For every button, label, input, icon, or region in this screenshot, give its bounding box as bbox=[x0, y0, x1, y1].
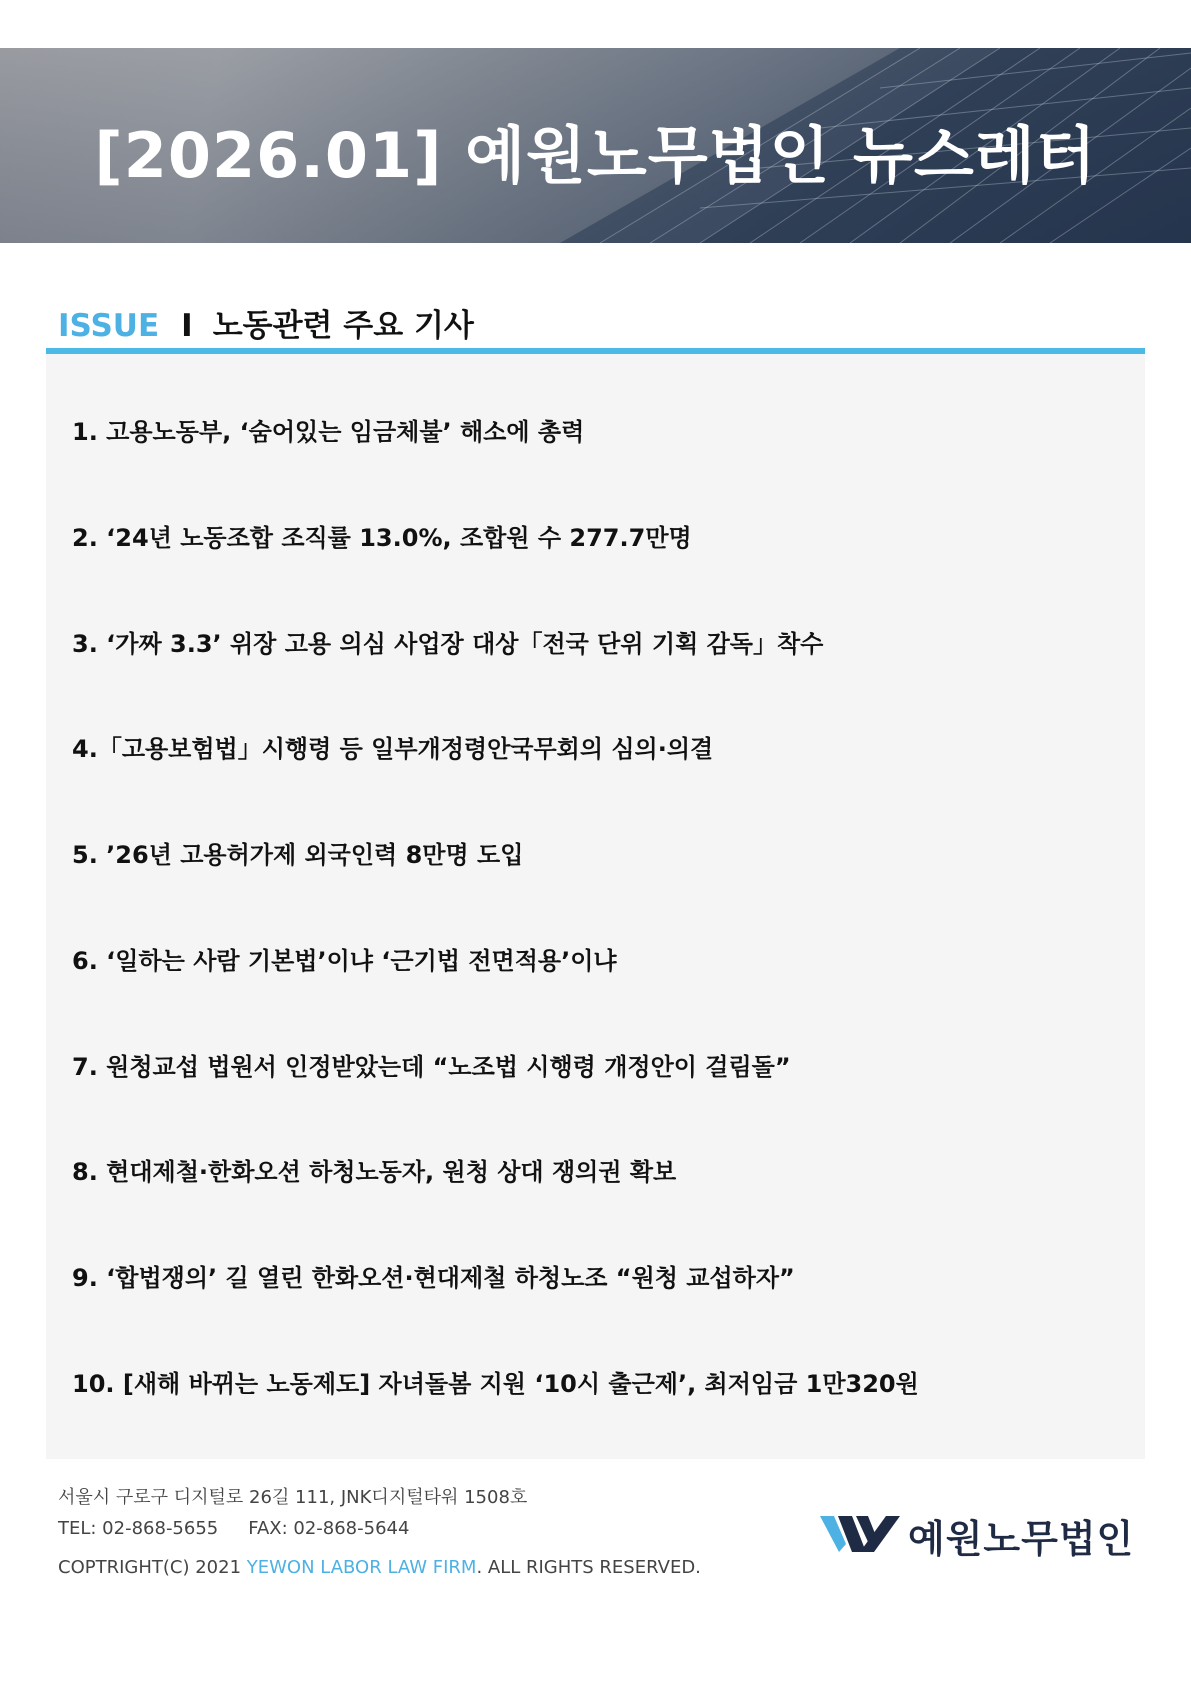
newsletter-title: [2026.01] 예원노무법인 뉴스레터 bbox=[94, 119, 1097, 192]
logo-text: 예원노무법인 bbox=[908, 1517, 1135, 1561]
issue-tag: ISSUE bbox=[58, 308, 160, 344]
firm-logo bbox=[820, 1508, 1140, 1561]
copyright-prefix: COPTRIGHT(C) 2021 bbox=[58, 1557, 247, 1578]
article-item[interactable]: 7. 원청교섭 법원서 인정받았는데 “노조법 시행령 개정안이 걸림돌” bbox=[72, 1053, 791, 1081]
section-title: 노동관련 주요 기사 bbox=[212, 308, 474, 344]
copyright-suffix: . ALL RIGHTS RESERVED. bbox=[476, 1557, 701, 1578]
yewon-logo-mark-icon bbox=[820, 1514, 902, 1554]
heading-separator: I bbox=[181, 308, 193, 344]
footer-fax: FAX: 02-868-5644 bbox=[248, 1518, 410, 1539]
footer-copyright bbox=[58, 1557, 701, 1578]
section-heading bbox=[58, 300, 474, 344]
article-item[interactable]: 4.「고용보험법」시행령 등 일부개정령안국무회의 심의·의결 bbox=[72, 735, 714, 763]
article-item[interactable]: 5. ’26년 고용허가제 외국인력 8만명 도입 bbox=[72, 841, 524, 869]
article-item[interactable]: 6. ‘일하는 사람 기본법’이냐 ‘근기법 전면적용’이냐 bbox=[72, 947, 617, 975]
footer-contact bbox=[58, 1518, 409, 1539]
footer-tel: TEL: 02-868-5655 bbox=[58, 1518, 219, 1539]
header-banner bbox=[0, 48, 1191, 243]
article-item[interactable]: 3. ‘가짜 3.3’ 위장 고용 의심 사업장 대상「전국 단위 기획 감독」착수 bbox=[72, 630, 824, 658]
firm-name-en[interactable]: YEWON LABOR LAW FIRM bbox=[246, 1557, 477, 1578]
article-item[interactable]: 9. ‘합법쟁의’ 길 열린 한화오션·현대제철 하청노조 “원청 교섭하자” bbox=[72, 1264, 795, 1292]
article-item[interactable]: 8. 현대제철·한화오션 하청노동자, 원청 상대 쟁의권 확보 bbox=[72, 1158, 677, 1186]
article-item[interactable]: 1. 고용노동부, ‘숨어있는 임금체불’ 해소에 총력 bbox=[72, 418, 585, 446]
footer-address: 서울시 구로구 디지털로 26길 111, JNK디지털타워 1508호 bbox=[58, 1487, 528, 1508]
article-item[interactable]: 2. ‘24년 노동조합 조직률 13.0%, 조합원 수 277.7만명 bbox=[72, 524, 692, 552]
article-item[interactable]: 10. [새해 바뀌는 노동제도] 자녀돌봄 지원 ‘10시 출근제’, 최저임금 1만320원 bbox=[72, 1370, 919, 1398]
article-panel bbox=[46, 354, 1145, 1459]
